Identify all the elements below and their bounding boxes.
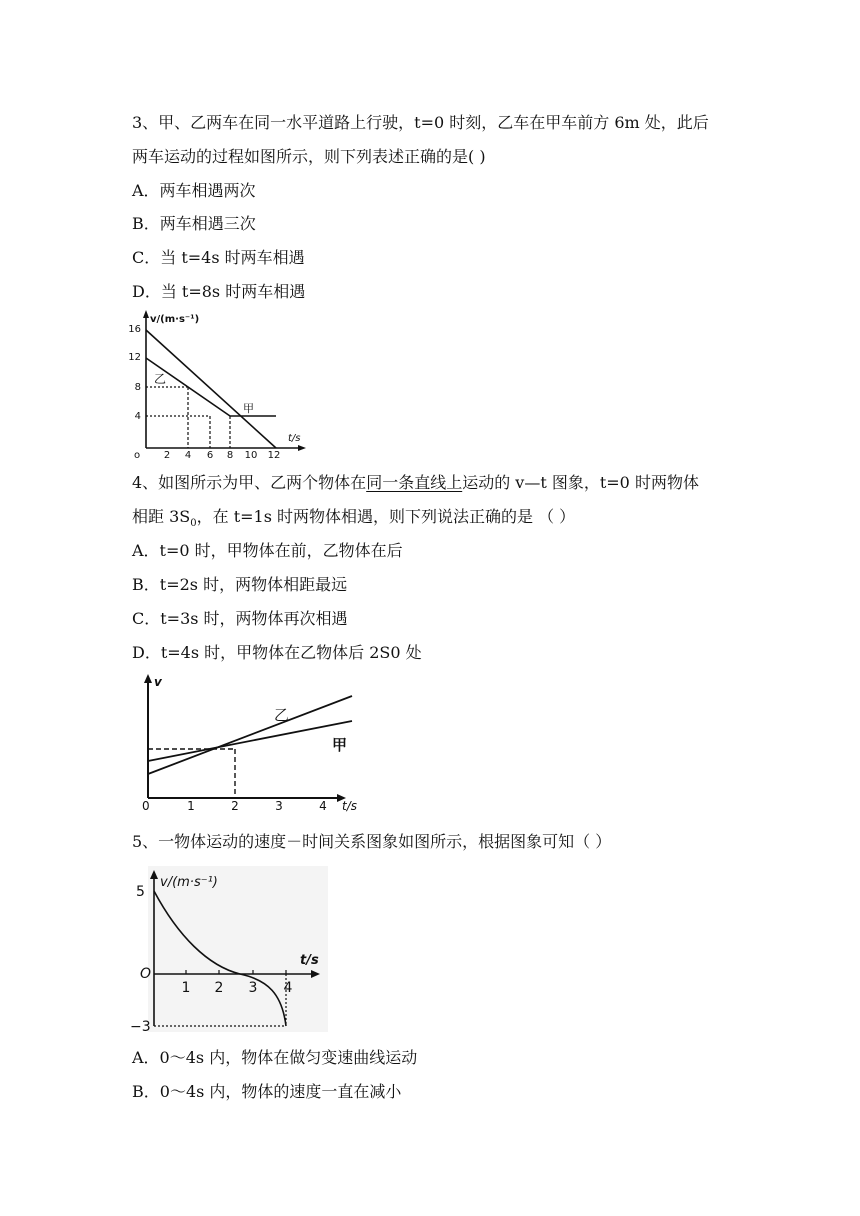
q3-origin: o	[134, 450, 141, 460]
q5-xtick-2: 2	[214, 980, 224, 996]
q3-stem-line1: 3、甲、乙两车在同一水平道路上行驶，t=0 时刻，乙车在甲车前方 6m 处，此后	[132, 113, 709, 132]
q4-line-yi	[148, 696, 352, 774]
q5-ytick-top: 5	[136, 884, 145, 900]
q3-option-d: D．当 t=8s 时两车相遇	[132, 282, 306, 301]
q3-option-a: A．两车相遇两次	[132, 181, 256, 200]
q3-stem-line2: 两车运动的过程如图所示，则下列表述正确的是( )	[132, 147, 486, 166]
q3-option-c: C．当 t=4s 时两车相遇	[132, 248, 305, 267]
q3-xtick-8: 8	[226, 450, 234, 460]
q4-option-a: A．t=0 时，甲物体在前，乙物体在后	[132, 541, 403, 560]
q3-xtick-2: 2	[163, 450, 171, 460]
q5-xtick-3: 3	[248, 980, 258, 996]
q3-line-jia	[146, 358, 276, 416]
q5-axis-ylabel: v/(m·s⁻¹)	[160, 875, 218, 890]
q4-stem-line2-sub: 0	[190, 518, 197, 530]
q5-stem-line1: 5、一物体运动的速度－时间关系图象如图所示，根据图象可知（ ）	[132, 832, 612, 851]
q3-line-yi	[146, 330, 276, 448]
q4-stem-line1-underlined: 同一条直线上	[366, 473, 463, 492]
q5-option-a: A．0～4s 内，物体在做匀变速曲线运动	[132, 1048, 418, 1067]
q4-y-arrow	[144, 674, 152, 683]
q4-option-d: D．t=4s 时，甲物体在乙物体后 2S0 处	[132, 643, 422, 662]
q4-stem-line2	[132, 507, 575, 534]
q3-axis-xlabel: t/s	[288, 433, 301, 444]
q5-xtick-4: 4	[283, 980, 293, 996]
q4-stem-line1	[132, 473, 699, 493]
q4-xtick-2: 2	[231, 799, 239, 812]
q4-stem-line2-post: ，在 t=1s 时两物体相遇，则下列说法正确的是 （ ）	[196, 507, 576, 526]
q4-stem-line1-pre: 4、如图所示为甲、乙两个物体在	[132, 473, 367, 492]
q4-origin: 0	[142, 799, 150, 812]
q4-label-yi: 乙	[274, 706, 290, 724]
q4-axis-ylabel: v	[154, 675, 162, 689]
q3-xtick-12: 12	[267, 450, 281, 460]
q4-option-c: C．t=3s 时，两物体再次相遇	[132, 609, 348, 628]
q3-ytick-12: 12	[128, 352, 141, 363]
q3-y-arrow	[143, 310, 149, 318]
q4-stem-line1-post: 运动的 v—t 图象，t=0 时两物体	[462, 473, 699, 492]
q5-figure	[128, 866, 328, 1032]
q3-xtick-6: 6	[206, 450, 214, 460]
q3-option-b: B．两车相遇三次	[132, 214, 256, 233]
q5-xtick-1: 1	[181, 980, 191, 996]
q3-xtick-10: 10	[244, 450, 258, 460]
q3-ytick-8: 8	[134, 382, 141, 393]
q3-ytick-4: 4	[134, 411, 141, 422]
q5-option-b: B．0～4s 内，物体的速度一直在减小	[132, 1082, 402, 1101]
q4-xtick-3: 3	[275, 799, 283, 812]
q4-xtick-1: 1	[187, 799, 195, 812]
q4-stem-line2-pre: 相距 3S	[132, 507, 191, 526]
q3-axis-ylabel: v/(m·s⁻¹)	[150, 314, 200, 325]
q3-ytick-16: 16	[128, 324, 141, 335]
q3-x-arrow	[298, 445, 306, 451]
q3-xtick-4: 4	[184, 450, 192, 460]
q4-line-jia	[148, 721, 352, 761]
q5-figure-bg	[148, 866, 328, 1032]
q4-xtick-4: 4	[319, 799, 327, 812]
q4-option-b: B．t=2s 时，两物体相距最远	[132, 575, 348, 594]
q3-label-yi: 乙	[154, 372, 167, 386]
q5-origin: O	[140, 966, 152, 982]
q3-figure	[126, 308, 310, 460]
q4-figure	[138, 670, 364, 812]
q5-axis-xlabel: t/s	[300, 953, 319, 968]
q3-label-jia: 甲	[243, 402, 254, 415]
q4-label-jia: 甲	[332, 736, 348, 754]
q5-ytick-bottom: −3	[130, 1019, 151, 1032]
q4-axis-xlabel: t/s	[342, 799, 357, 812]
